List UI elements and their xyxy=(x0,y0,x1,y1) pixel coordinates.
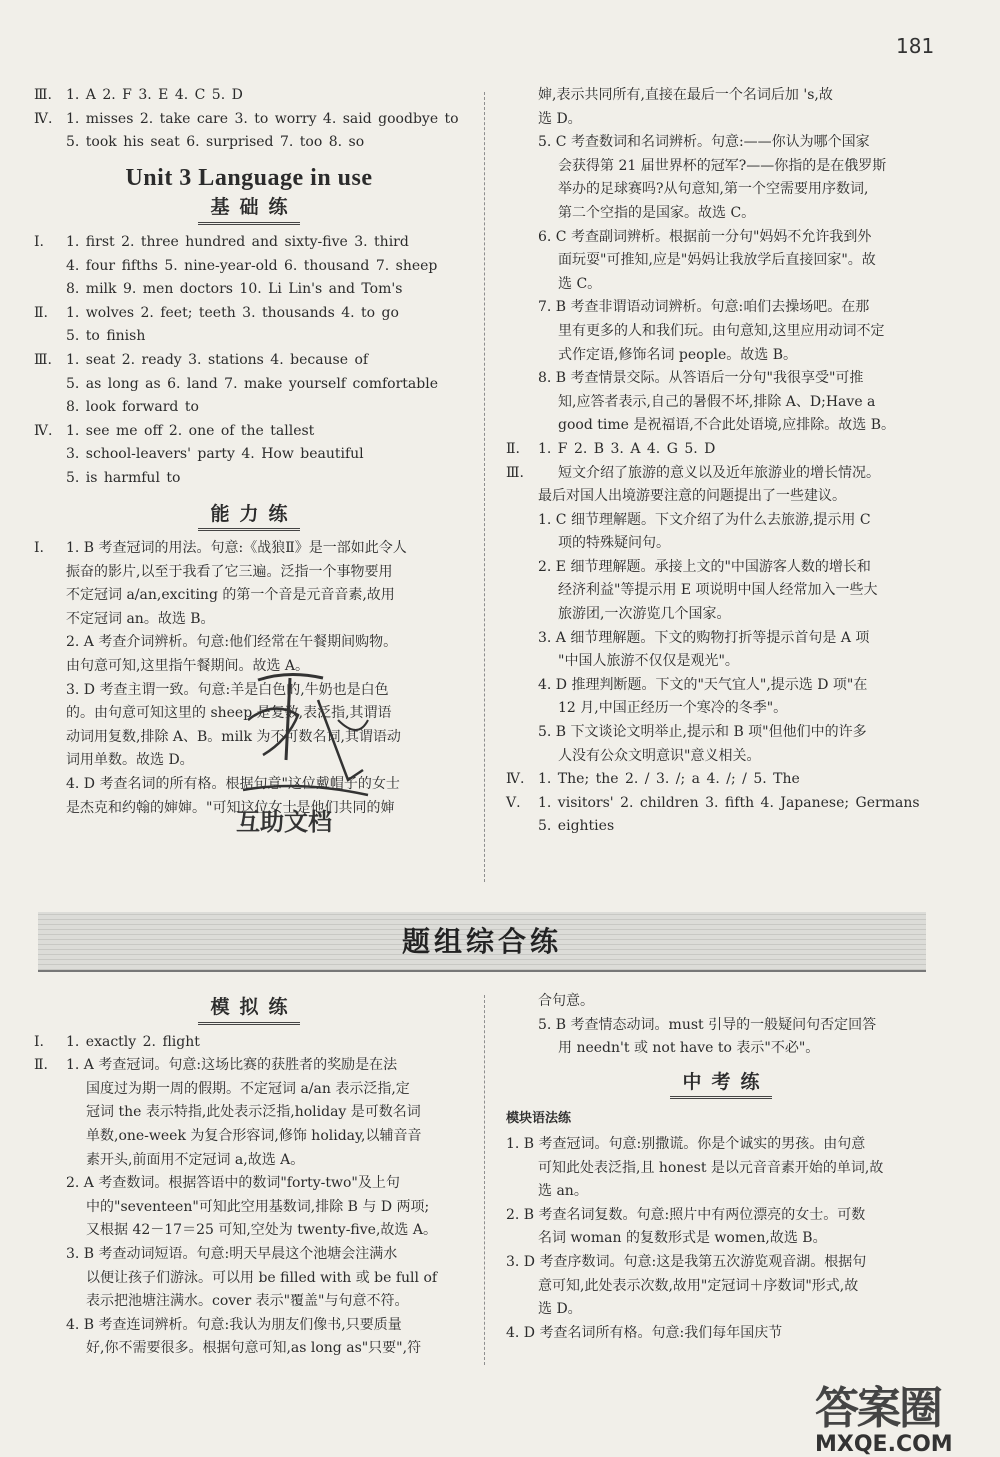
roman-numeral: Ⅱ. xyxy=(506,440,520,457)
explanation-line: 5. B 考查情态动词。must 引导的一般疑问句否定回答 xyxy=(538,1016,877,1033)
explanation-line: 好,你不需要很多。根据句意可知,as long as"只要",符 xyxy=(86,1340,422,1357)
explanation-line: 式作定语,修饰名词 people。故选 B。 xyxy=(558,346,798,363)
explanation-line: 意可知,此处表示次数,故用"定冠词＋序数词"形式,故 xyxy=(538,1277,859,1294)
answer-line: 1. misses 2. take care 3. to worry 4. said goodbye to xyxy=(66,110,459,127)
explanation-line: 7. B 考查非谓语动词辨析。句意:咱们去操场吧。在那 xyxy=(538,299,870,316)
roman-numeral: Ⅳ. xyxy=(34,110,53,127)
explanation-line: 1. B 考查冠词。句意:别撒谎。你是个诚实的男孩。由句意 xyxy=(506,1135,866,1152)
explanation-line: 3. A 细节理解题。下文的购物打折等提示首句是 A 项 xyxy=(538,629,870,646)
roman-numeral: Ⅴ. xyxy=(506,794,521,811)
answer-line: 1. visitors' 2. children 3. fifth 4. Japanese; Germans xyxy=(538,794,920,811)
answer-line: 1. F 2. B 3. A 4. G 5. D xyxy=(538,440,716,457)
answer-line: 4. four fifths 5. nine-year-old 6. thousand 7. sheep xyxy=(66,257,438,274)
explanation-line: 用 needn't 或 not have to 表示"不必"。 xyxy=(558,1040,820,1057)
answer-line: 5. as long as 6. land 7. make yourself comfortable xyxy=(66,375,438,392)
bottom-right-column xyxy=(506,990,936,1345)
explanation-line: 国度过为期一周的假期。不定冠词 a/an 表示泛指,定 xyxy=(86,1080,410,1097)
section-heading-basic: 基础练 xyxy=(34,196,464,225)
answer-line: 5. took his seat 6. surprised 7. too 8. so xyxy=(66,134,365,151)
explanation-line: 2. B 考查名词复数。句意:照片中有两位漂亮的女士。可数 xyxy=(506,1206,866,1223)
sub-heading: 模块语法练 xyxy=(506,1111,572,1127)
explanation-line: 合句意。 xyxy=(538,993,594,1009)
explanation-line: 2. E 细节理解题。承接上文的"中国游客人数的增长和 xyxy=(538,558,871,575)
explanation-line: 第二个空指的是国家。故选 C。 xyxy=(558,204,756,221)
column-divider xyxy=(484,995,485,1365)
explanation-line: 经济利益"等提示用 E 项说明中国人经常加入一些大 xyxy=(558,582,878,599)
explanation-line: 旅游团,一次游览几个国家。 xyxy=(558,606,731,623)
answer-line: 5. to finish xyxy=(66,328,146,345)
explanation-line: 可知此处表泛指,且 honest 是以元音音素开始的单词,故 xyxy=(538,1159,884,1176)
explanation-line: 是杰克和约翰的婶婶。"可知这位女士是他们共同的婶 xyxy=(66,799,395,816)
top-right-column xyxy=(506,84,936,839)
answer-line: 1. seat 2. ready 3. stations 4. because of xyxy=(66,351,369,368)
explanation-line: 人没有公众文明意识"意义相关。 xyxy=(558,747,761,764)
explanation-line: 12 月,中国正经历一个寒冷的冬季"。 xyxy=(558,700,788,717)
explanation-line: 选 an。 xyxy=(538,1183,588,1200)
explanation-line: 1. A 考查冠词。句意:这场比赛的获胜者的奖励是在法 xyxy=(66,1057,398,1074)
explanation-line: 5. C 考查数词和名词辨析。句意:——你认为哪个国家 xyxy=(538,134,870,151)
explanation-line: 最后对国人出境游要注意的问题提出了一些建议。 xyxy=(538,488,846,505)
column-divider xyxy=(484,92,485,882)
roman-numeral: Ⅰ. xyxy=(34,540,44,557)
roman-numeral: Ⅲ. xyxy=(34,351,52,368)
explanation-line: 不定冠词 an。故选 B。 xyxy=(66,610,215,627)
explanation-line: 5. B 下文谈论文明举止,提示和 B 项"但他们中的许多 xyxy=(538,724,867,741)
explanation-line: 举办的足球赛吗?从句意知,第一个空需要用序数词, xyxy=(558,181,869,198)
explanation-line: 选 D。 xyxy=(538,1301,582,1318)
banner-title: 题组综合练 xyxy=(401,925,562,958)
svg-text:互助文档: 互助文档 xyxy=(236,808,332,836)
explanation-line: "中国人旅游不仅仅是观光"。 xyxy=(558,653,739,670)
bottom-left-column xyxy=(34,990,464,1361)
explanation-line: 会获得第 21 届世界杯的冠军?——你指的是在俄罗斯 xyxy=(558,157,887,174)
explanation-line: 素开头,前面用不定冠词 a,故选 A。 xyxy=(86,1151,305,1168)
answer-line: 5. is harmful to xyxy=(66,469,181,486)
unit-title: Unit 3 Language in use xyxy=(125,164,373,191)
answer-line: 1. see me off 2. one of the tallest xyxy=(66,422,315,439)
explanation-line: 4. D 考查名词所有格。句意:我们每年国庆节 xyxy=(506,1324,783,1341)
roman-numeral: Ⅰ. xyxy=(34,1033,44,1050)
explanation-line: 振奋的影片,以至于我看了它三遍。泛指一个事物要用 xyxy=(66,563,393,580)
explanation-line: 项的特殊疑问句。 xyxy=(558,535,670,552)
explanation-line: 冠词 the 表示特指,此处表示泛指,holiday 是可数名词 xyxy=(86,1104,421,1121)
answer-line: 8. look forward to xyxy=(66,399,199,416)
explanation-line: 3. B 考查动词短语。句意:明天早晨这个池塘会注满水 xyxy=(66,1245,398,1262)
explanation-line: 知,应答者表示,自己的暑假不坏,排除 A、D;Have a xyxy=(558,393,876,410)
answer-line: 1. first 2. three hundred and sixty-five 3. third xyxy=(66,233,409,250)
explanation-line: 不定冠词 a/an,exciting 的第一个音是元音音素,故用 xyxy=(66,587,395,604)
section-heading-mock: 模拟练 xyxy=(34,996,464,1025)
roman-numeral: Ⅱ. xyxy=(34,304,48,321)
explanation-line: 选 D。 xyxy=(538,110,582,127)
explanation-line: 4. B 考查连词辨析。句意:我认为朋友们像书,只要质量 xyxy=(66,1316,402,1333)
answer-line: 1. exactly 2. flight xyxy=(66,1033,200,1050)
page-number: 181 xyxy=(896,34,935,58)
section-heading-ability: 能力练 xyxy=(34,503,464,532)
explanation-line: 8. B 考查情景交际。从答语后一分句"我很享受"可推 xyxy=(538,370,864,387)
handwritten-stamp xyxy=(228,660,378,850)
roman-numeral: Ⅱ. xyxy=(34,1057,48,1074)
roman-numeral: Ⅲ. xyxy=(34,87,52,103)
explanation-line: 1. B 考查冠词的用法。句意:《战狼Ⅱ》是一部如此令人 xyxy=(66,540,407,557)
explanation-line: 1. C 细节理解题。下文介绍了为什么去旅游,提示用 C xyxy=(538,511,871,528)
explanation-line: 单数,one-week 为复合形容词,修饰 holiday,以辅音音 xyxy=(86,1127,422,1144)
answer-line: 1. wolves 2. feet; teeth 3. thousands 4. to go xyxy=(66,304,399,321)
roman-numeral: Ⅲ. xyxy=(506,464,524,481)
watermark-logo: 答案圈 MXQE.COM xyxy=(815,1383,953,1457)
section-banner xyxy=(38,912,926,972)
explanation-line: 以便让孩子们游泳。可以用 be filled with 或 be full of xyxy=(86,1269,438,1286)
explanation-line: 又根据 42－17＝25 可知,空处为 twenty-five,故选 A。 xyxy=(86,1222,437,1239)
answer-line: 8. milk 9. men doctors 10. Li Lin's and Tom's xyxy=(66,281,403,298)
answer-line: 5. eighties xyxy=(538,818,615,835)
explanation-line: 的。由句意可知这里的 sheep 是复数,表泛指,其谓语 xyxy=(66,705,392,722)
explanation-line: 6. C 考查副词辨析。根据前一分句"妈妈不允许我到外 xyxy=(538,228,872,245)
section-heading-exam: 中考练 xyxy=(506,1071,936,1100)
explanation-line: 2. A 考查数词。根据答语中的数词"forty-two"及上句 xyxy=(66,1175,400,1192)
roman-numeral: Ⅳ. xyxy=(34,422,53,439)
explanation-line: 2. A 考查介词辨析。句意:他们经常在午餐期间购物。 xyxy=(66,634,398,651)
roman-numeral: Ⅳ. xyxy=(506,771,525,788)
explanation-line: 3. D 考查序数词。句意:这是我第五次游览观音湖。根据句 xyxy=(506,1253,867,1270)
roman-numeral: Ⅰ. xyxy=(34,233,44,250)
explanation-line: 词用单数。故选 D。 xyxy=(66,752,194,769)
explanation-line: 里有更多的人和我们玩。由句意知,这里应用动词不定 xyxy=(558,322,885,339)
explanation-line: 由句意可知,这里指午餐期间。故选 A。 xyxy=(66,658,310,675)
answer-line: 3. school-leavers' party 4. How beautiful xyxy=(66,446,364,463)
explanation-line: 中的"seventeen"可知此空用基数词,排除 B 与 D 两项; xyxy=(86,1198,430,1215)
explanation-line: 表示把池塘注满水。cover 表示"覆盖"与句意不符。 xyxy=(86,1293,409,1310)
explanation-line: 选 C。 xyxy=(558,275,602,292)
answer-line: 1. A 2. F 3. E 4. C 5. D xyxy=(66,87,243,103)
explanation-line: good time 是祝福语,不合此处语境,应排除。故选 B。 xyxy=(558,417,895,434)
explanation-line: 4. D 推理判断题。下文的"天气宜人",提示选 D 项"在 xyxy=(538,676,868,693)
explanation-line: 短文介绍了旅游的意义以及近年旅游业的增长情况。 xyxy=(558,464,880,481)
explanation-line: 名词 woman 的复数形式是 women,故选 B。 xyxy=(538,1230,827,1247)
explanation-line: 面玩耍"可推知,应是"妈妈让我放学后直接回家"。故 xyxy=(558,252,876,269)
explanation-line: 4. D 考查名词的所有格。根据句意"这位戴帽子的女士 xyxy=(66,776,400,793)
explanation-line: 3. D 考查主谓一致。句意:羊是白色的,牛奶也是白色 xyxy=(66,681,389,698)
explanation-line: 婶,表示共同所有,直接在最后一个名词后加 's,故 xyxy=(538,87,833,103)
answer-line: 1. The; the 2. / 3. /; a 4. /; / 5. The xyxy=(538,771,800,788)
explanation-line: 动词用复数,排除 A、B。milk 为不可数名词,其谓语动 xyxy=(66,728,401,745)
